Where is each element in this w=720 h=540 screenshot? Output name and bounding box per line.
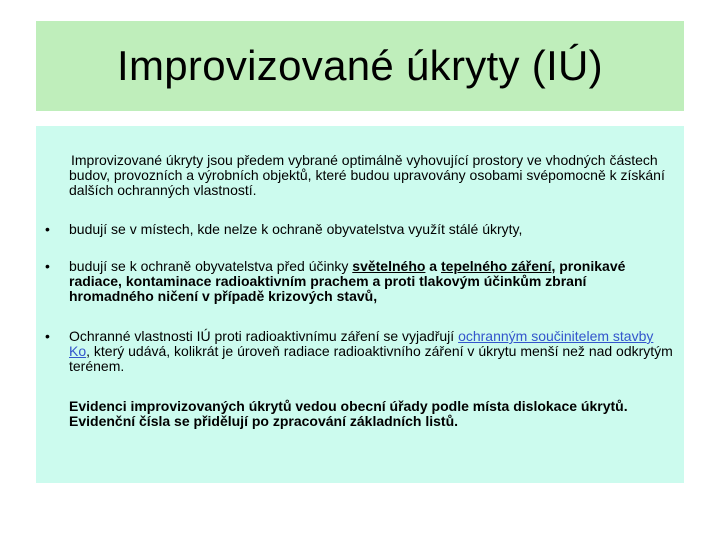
bullet-text-2-pre: budují se k ochraně obyvatelstva před účinky: [69, 258, 353, 274]
content-panel: [36, 126, 684, 483]
bullet-text-2-post: , pronikavé radiace, kontaminace radioaktivním prachem a proti tlakovým účinkům zbraní hromadného ničení v případě krizových stavů,: [69, 258, 626, 304]
slide-title: Improvizované úkryty (IÚ): [117, 42, 603, 89]
evidence-paragraph: [69, 399, 669, 429]
title-panel: [36, 21, 684, 111]
bullet-item-2: [45, 258, 669, 304]
bullet-text-1: budují se v místech, kde nelze k ochraně obyvatelstva využít stálé úkryty,: [69, 221, 523, 237]
bullet-text-3-post: , který udává, kolikrát je úroveň radiace radioaktivního záření v úkrytu menší než nad odkrytým terénem.: [69, 343, 673, 374]
ko-coefficient-link[interactable]: ochranným součinitelem stavby Ko: [69, 328, 654, 359]
bullet-marker: •: [45, 221, 50, 237]
bullet-item-1: [45, 221, 669, 237]
intro-text: Improvizované úkryty jsou předem vybrané optimálně vyhovující prostory ve vhodných částech budov, provozních a výrobních objektů, které budou upravovány osobami svépomocně k získání dalších ochranných vlastností.: [69, 152, 665, 198]
bullet-text-2-mid: a: [425, 258, 441, 274]
bullet-item-3: [45, 328, 677, 374]
bullet-marker: •: [45, 258, 50, 274]
intro-paragraph: [69, 153, 669, 198]
bullet-marker: •: [45, 328, 50, 344]
bullet-text-3-pre: Ochranné vlastnosti IÚ proti radioaktivnímu záření se vyjadřují: [69, 328, 459, 344]
bullet-text-2-light: světelného: [352, 258, 426, 274]
bullet-text-2-heat: tepelného záření: [441, 258, 552, 274]
evidence-text: Evidenci improvizovaných úkrytů vedou obecní úřady podle místa dislokace úkrytů. Evidenční čísla se přidělují po zpracování základních listů.: [69, 398, 628, 429]
